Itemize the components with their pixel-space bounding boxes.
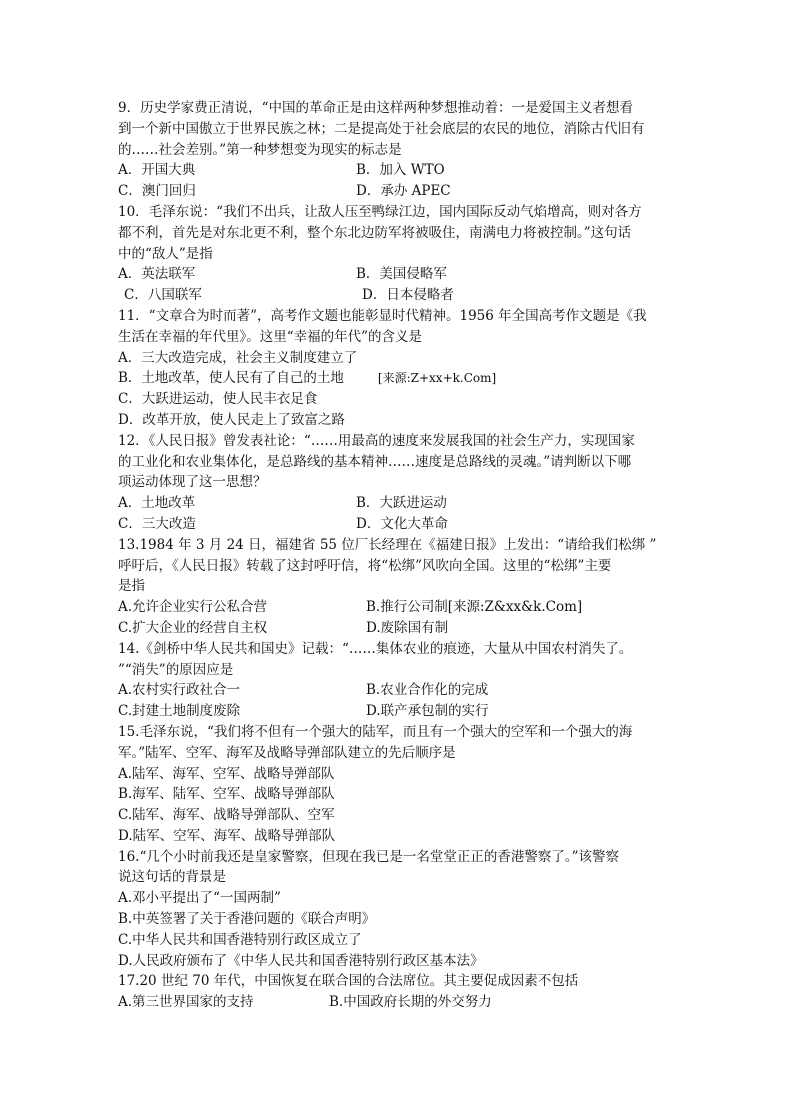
question-13 (118, 535, 678, 639)
option-c: C.陆军、海军、战略导弹部队、空军 (118, 807, 335, 824)
question-stem-line: 说这句话的背景是 (118, 869, 226, 886)
question-stem-line: 17.20 世纪 70 年代，中国恢复在联合国的合法席位。其主要促成因素不包括 (118, 973, 579, 990)
source-note: [来源:Z+xx+k.Com] (377, 371, 497, 386)
option-b: B．土地改革，使人民有了自己的土地 (118, 370, 344, 387)
question-stem-line: 13.1984 年 3 月 24 日，福建省 55 位厂长经理在《福建日报》上发出：“请给我们松绑 ” (118, 536, 657, 553)
question-9 (118, 98, 678, 202)
option-a: A．英法联军 (118, 266, 196, 283)
option-a: A.允许企业实行公私合营 (118, 599, 268, 616)
question-stem-line: 项运动体现了这一思想？ (118, 474, 267, 491)
question-stem-line: 9．历史学家费正清说，“中国的革命正是由这样两种梦想推动着：一是爱国主义者想看 (118, 100, 633, 116)
question-12 (118, 431, 678, 535)
option-c: C.扩大企业的经营自主权 (118, 619, 268, 636)
option-a: A．土地改革 (118, 495, 196, 512)
question-stem-line: 15.毛泽东说，“我们将不但有一个强大的陆军，而且有一个强大的空军和一个强大的海 (118, 723, 633, 740)
option-d: D．日本侵略者 (362, 287, 454, 304)
question-stem-line: 11．“文章合为时而著”，高考作文题也能彰显时代精神。1956 年全国高考作文题是《我 (118, 307, 647, 324)
option-d: D.人民政府颁布了《中华人民共和国香港特别行政区基本法》 (118, 952, 484, 969)
question-stem-line: 16.“几个小时前我还是皇家警察，但现在我已是一名堂堂正正的香港警察了。”该警察 (118, 848, 620, 865)
question-stem-line: 12．《人民日报》曾发表社论：“……用最高的速度来发展我国的社会生产力，实现国家 (118, 432, 635, 449)
option-a: A.农村实行政社合一 (118, 682, 241, 699)
question-stem-line: 都不利，首先是对东北更不利，整个东北边防军将被吸住，南满电力将被控制。”这句话 (118, 224, 632, 241)
option-b: B．加入 WTO (356, 162, 445, 179)
option-b: B.中国政府长期的外交努力 (329, 994, 492, 1011)
question-stem-line: 的工业化和农业集体化，是总路线的基本精神……速度是总路线的灵魂。”请判断以下哪 (118, 453, 632, 470)
option-d: D．文化大革命 (356, 515, 448, 532)
question-10 (118, 202, 678, 306)
option-b: B.农业合作化的完成 (366, 682, 489, 699)
question-11 (118, 306, 678, 431)
question-stem-line: 军。”陆军、空军、海军及战略导弹部队建立的先后顺序是 (118, 744, 456, 761)
option-d: D．改革开放，使人民走上了致富之路 (118, 411, 345, 428)
option-c: C．八国联军 (124, 287, 202, 304)
option-c: C.中华人民共和国香港特别行政区成立了 (118, 931, 362, 948)
option-b: B.推行公司制[来源:Z&xx&k.Com] (366, 599, 583, 616)
question-17 (118, 971, 678, 1013)
question-stem-line: 的……社会差别。”第一种梦想变为现实的标志是 (118, 141, 402, 158)
option-b: B.中英签署了关于香港问题的《联合声明》 (118, 911, 376, 928)
question-14 (118, 639, 678, 722)
question-list (118, 98, 678, 1013)
option-c: C．澳门回归 (118, 183, 196, 200)
option-d: D.废除国有制 (366, 619, 449, 636)
option-c: C．三大改造 (118, 515, 196, 532)
question-stem-line: 生活在幸福的年代里》。这里“幸福的年代”的含义是 (118, 328, 423, 345)
option-c: C．大跃进运动，使人民丰衣足食 (118, 391, 318, 408)
option-a: A.第三世界国家的支持 (118, 994, 254, 1011)
option-d: D.陆军、空军、海军、战略导弹部队 (118, 827, 336, 844)
option-a: A．三大改造完成，社会主义制度建立了 (118, 349, 358, 366)
question-stem-line: 呼吁后，《人民日报》转载了这封呼吁信，将“松绑”风吹向全国。这里的“松绑”主要 (118, 557, 612, 574)
option-a: A．开国大典 (118, 162, 196, 179)
question-16 (118, 847, 678, 972)
option-b: B．美国侵略军 (356, 266, 447, 283)
option-d: D.联产承包制的实行 (366, 703, 489, 720)
option-a: A.邓小平提出了“一国两制” (118, 890, 281, 907)
question-stem-line: 到一个新中国傲立于世界民族之林；二是提高处于社会底层的农民的地位，消除古代旧有 (118, 120, 645, 137)
question-stem-line: 10．毛泽东说：“我们不出兵，让敌人压至鸭绿江边，国内国际反动气焰增高，则对各方 (118, 203, 642, 220)
question-stem-line: ”“消失”的原因应是 (118, 661, 234, 678)
option-b: B.海军、陆军、空军、战略导弹部队 (118, 786, 335, 803)
option-d: D．承办 APEC (356, 183, 451, 200)
option-a: A.陆军、海军、空军、战略导弹部队 (118, 765, 335, 782)
question-15 (118, 722, 678, 847)
option-b-row (118, 368, 678, 389)
question-stem-line: 14.《剑桥中华人民共和国史》记载：“……集体农业的痕迹，大量从中国农村消失了。 (118, 640, 633, 657)
option-c: C.封建土地制度废除 (118, 703, 241, 720)
question-stem-line: 中的“敌人”是指 (118, 245, 213, 262)
option-b: B．大跃进运动 (356, 495, 447, 512)
question-stem-line: 是指 (118, 578, 145, 595)
